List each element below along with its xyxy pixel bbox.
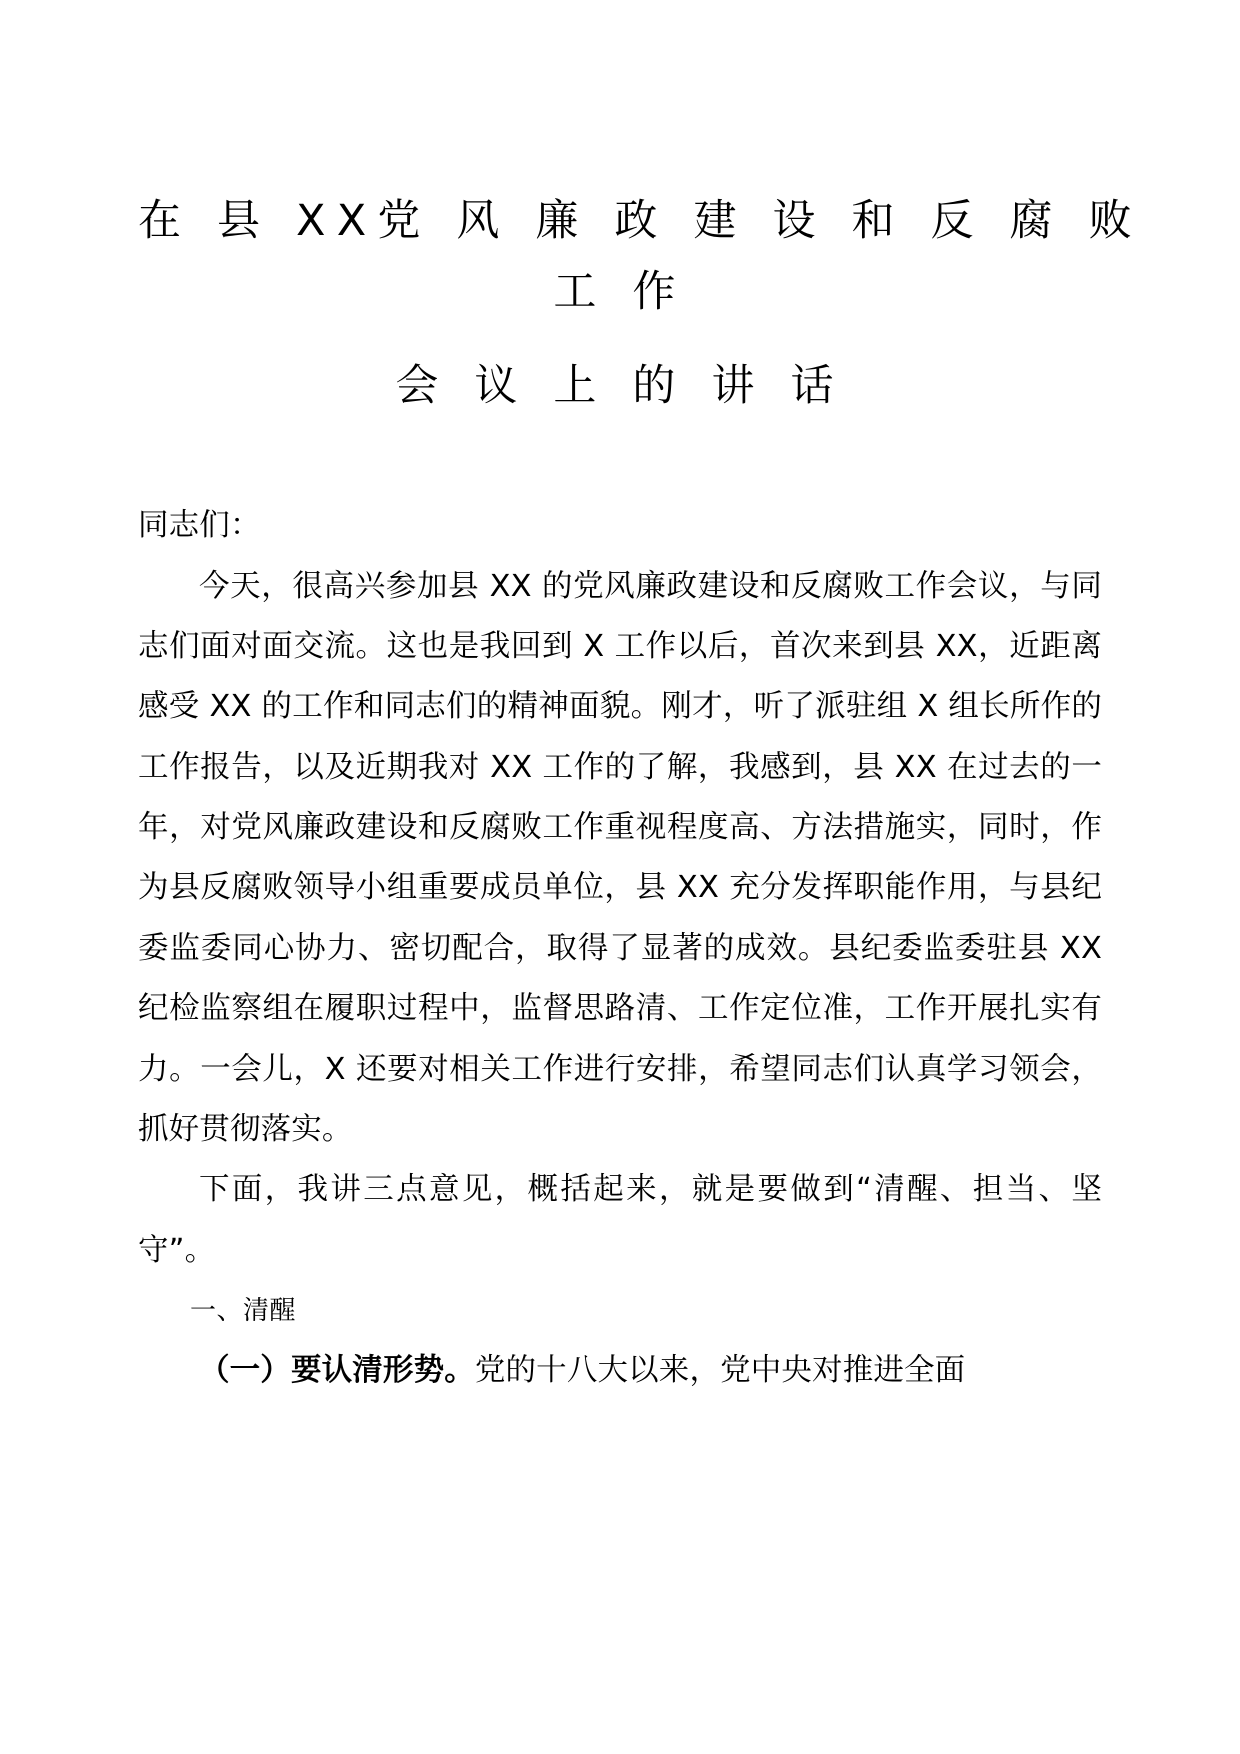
subsection-lead: （一）要认清形势。: [199, 1353, 475, 1389]
document-body: [138, 496, 1102, 1402]
section-heading-1: 一、清醒: [190, 1296, 297, 1326]
paragraph-1: 今天，很高兴参加县 XX 的党风廉政建设和反腐败工作会议，与同志们面对面交流。这也是我回到 X 工作以后，首次来到县 XX，近距离感受 XX 的工作和同志们的精神面貌。刚才，听了派驻组 X 组长所作的工作报告，以及近期我对 XX 工作的了解，我感到，县 XX 在过去的一年，对党风廉政建设和反腐败工作重视程度高、方法措施实，同时，作为县反腐败领导小组重要成员单位，县 XX 充分发挥职能作用，与县纪委监委同心协力、密切配合，取得了显著的成效。县纪委监委驻县 XX 纪检监察组在履职过程中，监督思路清、工作定位准，工作开展扎实有力。一会儿，X 还要对相关工作进行安排，希望同志们认真学习领会，抓好贯彻落实。: [138, 568, 1102, 1147]
salutation: 同志们：: [138, 508, 261, 544]
subsection-text: 党的十八大以来，党中央对推进全面: [474, 1353, 966, 1389]
paragraph-2: 下面，我讲三点意见，概括起来，就是要做到“清醒、担当、坚守”。: [138, 1172, 1102, 1268]
title-line-3: 会 议 上 的 讲 话: [395, 360, 845, 411]
subsection-1: [138, 1341, 1102, 1401]
page-title: [138, 186, 1143, 422]
title-line-2: 工 作: [553, 267, 687, 318]
title-line-1: 在 县 XX党 风 廉 政 建 设 和 反 腐 败: [138, 196, 1143, 246]
